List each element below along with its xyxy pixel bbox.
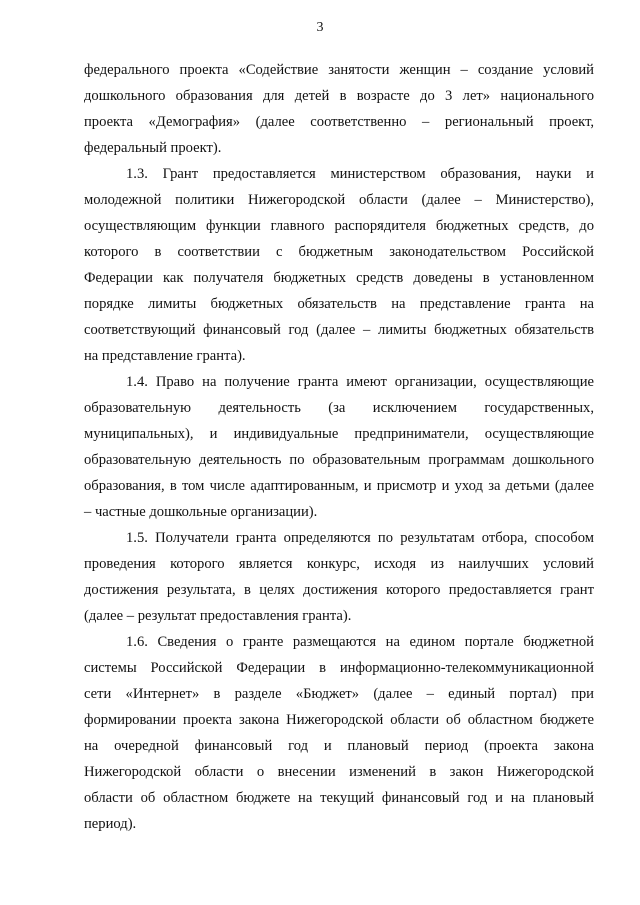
text-line: Федерации как получателя бюджетных средств доведены в установленном bbox=[84, 270, 594, 286]
text-line: молодежной политики Нижегородской области (далее – Министерство), bbox=[84, 192, 594, 208]
text-line: федеральный проект). bbox=[84, 140, 222, 156]
text-line: муниципальных), и индивидуальные предприниматели, осуществляющие bbox=[84, 426, 594, 442]
page-number: 3 bbox=[316, 20, 324, 35]
paragraph-1-6 bbox=[84, 629, 594, 837]
text-line: на очередной финансовый год и плановый период (проекта закона bbox=[84, 738, 594, 754]
text-line: Нижегородской области о внесении изменений в закон Нижегородской bbox=[84, 764, 594, 780]
text-line: сети «Интернет» в разделе «Бюджет» (далее – единый портал) при bbox=[84, 686, 594, 702]
text-line: образования, в том числе адаптированным, и присмотр и уход за детьми (далее bbox=[84, 478, 594, 494]
text-line: дошкольного образования для детей в возрасте до 3 лет» национального bbox=[84, 88, 594, 104]
paragraph-continuation bbox=[84, 57, 594, 161]
text-line: 1.3. Грант предоставляется министерством образования, науки и bbox=[126, 166, 594, 182]
text-line: порядке лимиты бюджетных обязательств на представление гранта на bbox=[84, 296, 594, 312]
text-line: 1.5. Получатели гранта определяются по результатам отбора, способом bbox=[126, 530, 594, 546]
text-line: проведения которого является конкурс, исходя из наилучших условий bbox=[84, 556, 594, 572]
paragraph-1-3 bbox=[84, 161, 594, 369]
text-line: формировании проекта закона Нижегородской области об областном бюджете bbox=[84, 712, 594, 728]
text-line: которого в соответствии с бюджетным законодательством Российской bbox=[84, 244, 594, 260]
paragraph-1-5 bbox=[84, 525, 594, 629]
text-line: 1.4. Право на получение гранта имеют организации, осуществляющие bbox=[126, 374, 594, 390]
text-line: системы Российской Федерации в информационно-телекоммуникационной bbox=[84, 660, 594, 676]
text-line: период). bbox=[84, 816, 137, 832]
document-body bbox=[84, 57, 594, 837]
text-line: образовательную деятельность (за исключением государственных, bbox=[84, 400, 594, 416]
text-line: 1.6. Сведения о гранте размещаются на едином портале бюджетной bbox=[126, 634, 594, 650]
text-line: – частные дошкольные организации). bbox=[84, 504, 318, 520]
text-line: образовательную деятельность по образовательным программам дошкольного bbox=[84, 452, 594, 468]
text-line: проекта «Демография» (далее соответственно – региональный проект, bbox=[84, 114, 594, 130]
text-line: на представление гранта). bbox=[84, 348, 246, 364]
text-line: соответствующий финансовый год (далее – лимиты бюджетных обязательств bbox=[84, 322, 594, 338]
text-line: достижения результата, в целях достижения которого предоставляется грант bbox=[84, 582, 594, 598]
text-line: осуществляющим функции главного распорядителя бюджетных средств, до bbox=[84, 218, 594, 234]
text-line: (далее – результат предоставления гранта). bbox=[84, 608, 352, 624]
text-line: области об областном бюджете на текущий финансовый год и на плановый bbox=[84, 790, 594, 806]
paragraph-1-4 bbox=[84, 369, 594, 525]
text-line: федерального проекта «Содействие занятости женщин – создание условий bbox=[84, 62, 594, 78]
